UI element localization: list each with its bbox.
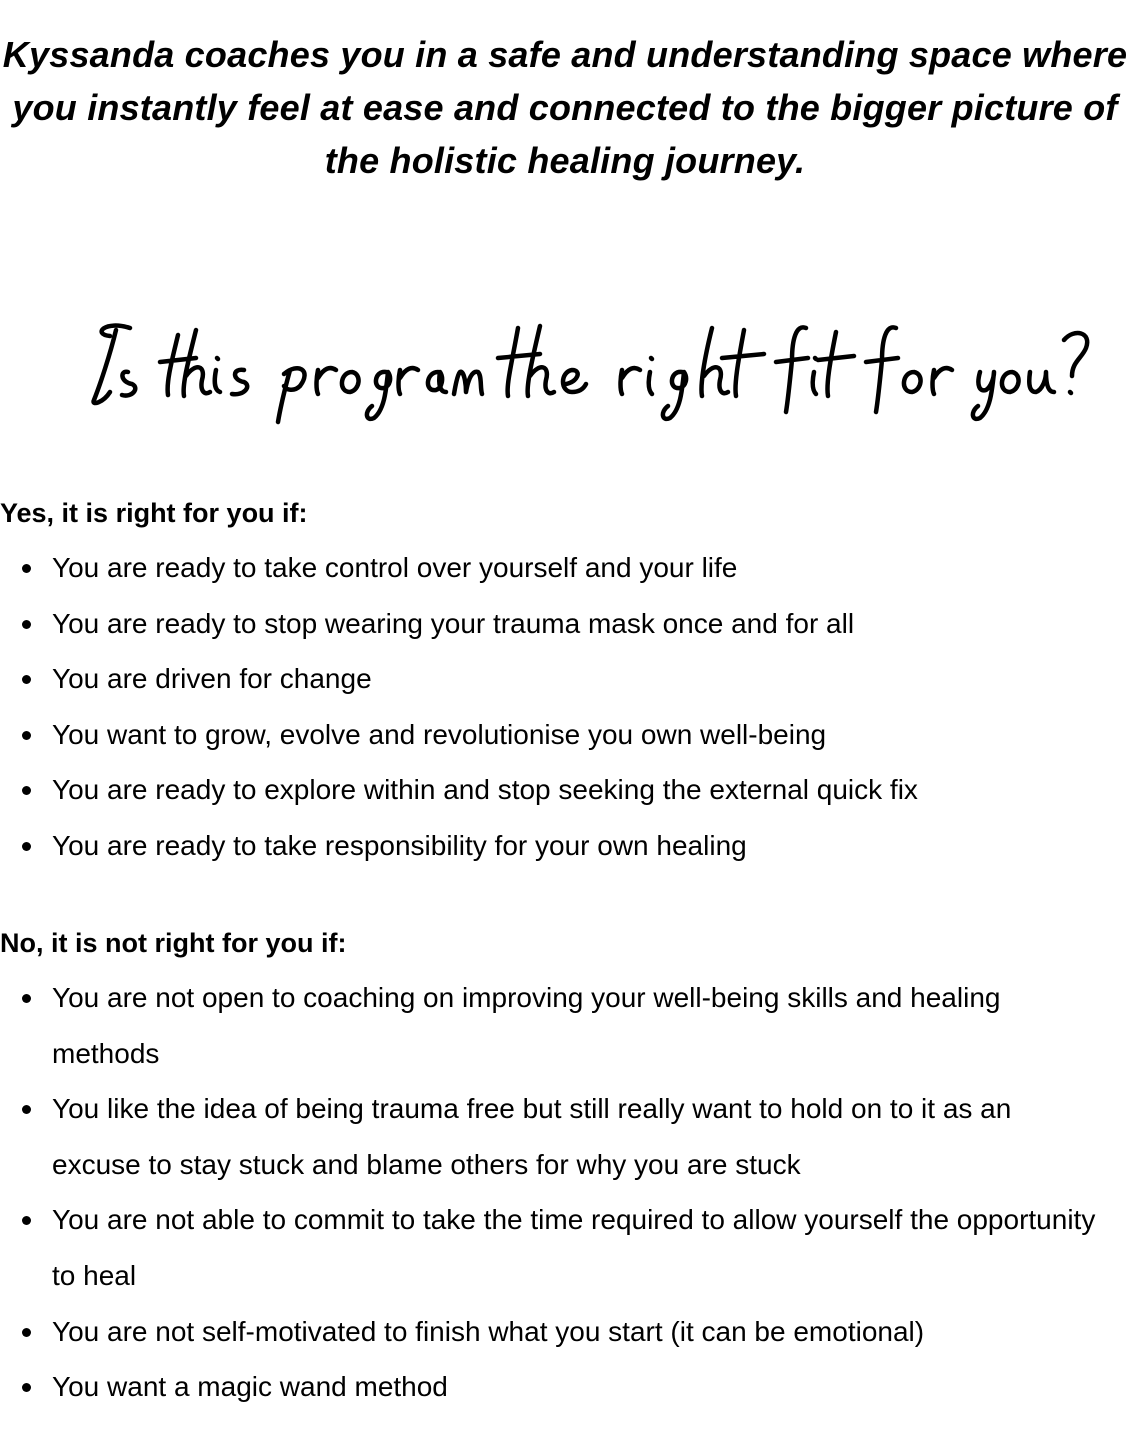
list-item [0,970,1120,1081]
list-item-text: You are ready to explore within and stop seeking the external quick fix [52,774,918,806]
bullet-icon [22,1105,31,1114]
list-item [0,651,1120,707]
list-item [0,540,1120,596]
intro-statement: Kyssanda coaches you in a safe and understanding space where you instantly feel at ease and connected to the bigger picture of the holistic healing journey. [2,34,1128,181]
bullet-icon [22,675,31,684]
bullet-icon [22,786,31,795]
list-item-text: You are ready to take control over yourself and your life [52,552,738,583]
list-item-text: You are ready to take responsibility for your own healing [52,829,747,861]
list-item-text: You are not open to coaching on improving your well-being skills and healing methods [52,982,1001,1069]
list-item-text: You are driven for change [52,663,372,695]
yes-criteria-list [0,540,1120,874]
yes-section-heading: Yes, it is right for you if: [0,498,308,528]
no-section-heading: No, it is not right for you if: [0,928,347,958]
list-item-text: You are not able to commit to take the time required to allow yourself the opportunity to heal [52,1204,1096,1291]
bullet-icon [22,994,31,1003]
list-item [0,1081,1120,1192]
bullet-icon [22,731,31,740]
bullet-icon [22,620,31,629]
bullet-icon [22,1383,31,1392]
bullet-icon [22,842,31,851]
list-item [0,596,1120,652]
list-item [0,1304,1120,1360]
list-item-text: You are not self-motivated to finish what you start (it can be emotional) [52,1315,925,1347]
list-item-text: You want a magic wand method [52,1371,448,1403]
bullet-icon [22,1216,31,1225]
list-item [0,818,1120,874]
list-item [0,1359,1120,1415]
bullet-icon [22,564,31,573]
list-item-text: You want to grow, evolve and revolutionise you own well-being [52,718,827,750]
list-item-text: You are ready to stop wearing your trauma mask once and for all [52,607,855,639]
no-criteria-list [0,970,1120,1415]
script-headline [0,300,1130,430]
list-item-text: You like the idea of being trauma free but still really want to hold on to it as an excuse to stay stuck and blame others for why you are stuck [52,1093,1012,1180]
bullet-icon [22,1328,31,1337]
list-item [0,762,1120,818]
list-item [0,1192,1120,1303]
list-item [0,707,1120,763]
